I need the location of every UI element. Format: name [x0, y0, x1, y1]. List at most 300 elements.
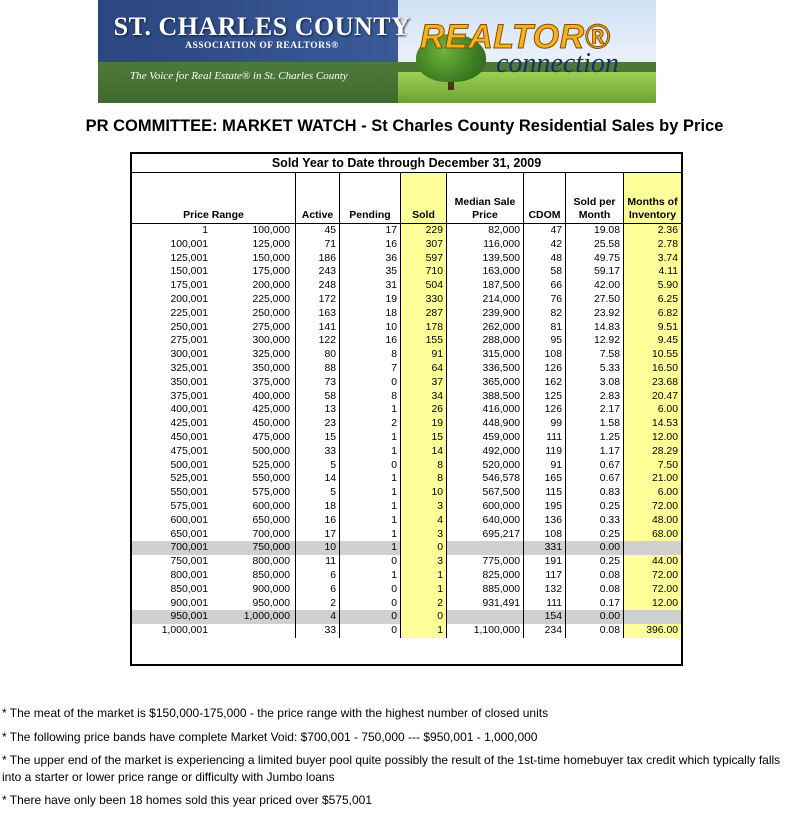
moi-cell: 68.00	[623, 528, 681, 542]
price-range-cell	[132, 583, 295, 597]
sold-cell: 8	[400, 459, 446, 473]
moi-cell: 396.00	[623, 624, 681, 638]
header-months-inventory: Months of Inventory	[623, 173, 681, 223]
median-cell: 1,100,000	[446, 624, 523, 638]
price-range-cell	[132, 459, 295, 473]
spm-cell: 0.83	[565, 486, 623, 500]
cdom-cell: 66	[523, 279, 565, 293]
moi-cell: 6.00	[623, 486, 681, 500]
price-range-cell	[132, 431, 295, 445]
cdom-cell: 47	[523, 224, 565, 238]
note-item: * The upper end of the market is experiencing a limited buyer pool quite possibly the result of the 1st-time homebuyer tax credit which typically falls into a starter or lower price range or difficulty with Jumbo loans	[2, 753, 781, 784]
price-low: 400,001	[170, 404, 208, 416]
table-row	[132, 431, 681, 445]
sold-cell: 14	[400, 445, 446, 459]
active-cell: 15	[295, 431, 339, 445]
price-range-cell	[132, 486, 295, 500]
price-high: 950,000	[252, 597, 290, 609]
median-cell: 388,500	[446, 390, 523, 404]
price-range-cell	[132, 348, 295, 362]
price-range-cell	[132, 265, 295, 279]
price-low: 850,001	[170, 583, 208, 595]
median-cell: 775,000	[446, 555, 523, 569]
pending-cell: 19	[339, 293, 400, 307]
moi-cell: 4.11	[623, 265, 681, 279]
table-row	[132, 528, 681, 542]
price-high: 225,000	[252, 293, 290, 305]
sold-cell: 1	[400, 569, 446, 583]
price-range-cell	[132, 500, 295, 514]
sold-cell: 0	[400, 610, 446, 624]
median-cell: 139,500	[446, 252, 523, 266]
sold-cell: 8	[400, 472, 446, 486]
price-range-cell	[132, 376, 295, 390]
price-range-cell	[132, 238, 295, 252]
table-row	[132, 514, 681, 528]
price-high: 250,000	[252, 307, 290, 319]
cdom-cell: 95	[523, 334, 565, 348]
spm-cell: 0.08	[565, 624, 623, 638]
price-low: 900,001	[170, 597, 208, 609]
spm-cell: 1.25	[565, 431, 623, 445]
price-high: 425,000	[252, 404, 290, 416]
price-low: 125,001	[170, 252, 208, 264]
table-row	[132, 541, 681, 555]
moi-cell: 9.45	[623, 334, 681, 348]
price-range-cell	[132, 224, 295, 238]
price-low: 750,001	[170, 556, 208, 568]
spm-cell: 0.25	[565, 500, 623, 514]
median-cell: 885,000	[446, 583, 523, 597]
banner-tagline: The Voice for Real Estate® in St. Charles County	[130, 70, 348, 82]
spm-cell: 42.00	[565, 279, 623, 293]
sold-cell: 287	[400, 307, 446, 321]
header-median-price: Median Sale Price	[446, 173, 523, 223]
pending-cell: 8	[339, 348, 400, 362]
moi-cell: 6.00	[623, 403, 681, 417]
moi-cell: 16.50	[623, 362, 681, 376]
median-cell: 492,000	[446, 445, 523, 459]
sold-cell: 710	[400, 265, 446, 279]
cdom-cell: 125	[523, 390, 565, 404]
active-cell: 13	[295, 403, 339, 417]
median-cell: 600,000	[446, 500, 523, 514]
median-cell: 931,491	[446, 597, 523, 611]
cdom-cell: 42	[523, 238, 565, 252]
sold-cell: 178	[400, 321, 446, 335]
note-item: * The following price bands have complete Market Void: $700,001 - 750,000 --- $950,001 - 1,000,000	[2, 729, 538, 744]
table-row	[132, 307, 681, 321]
pending-cell: 7	[339, 362, 400, 376]
median-cell: 239,900	[446, 307, 523, 321]
spm-cell: 27.50	[565, 293, 623, 307]
price-range-cell	[132, 624, 295, 638]
active-cell: 45	[295, 224, 339, 238]
sold-cell: 15	[400, 431, 446, 445]
pending-cell: 35	[339, 265, 400, 279]
note-item: * The meat of the market is $150,000-175,000 - the price range with the highest number of closed units	[2, 706, 549, 720]
spm-cell: 19.08	[565, 224, 623, 238]
active-cell: 163	[295, 307, 339, 321]
active-cell: 23	[295, 417, 339, 431]
cdom-cell: 82	[523, 307, 565, 321]
table-row	[132, 417, 681, 431]
cdom-cell: 117	[523, 569, 565, 583]
cdom-cell: 48	[523, 252, 565, 266]
moi-cell: 20.47	[623, 390, 681, 404]
active-cell: 186	[295, 252, 339, 266]
spm-cell: 2.17	[565, 403, 623, 417]
pending-cell: 1	[339, 500, 400, 514]
price-high: 525,000	[252, 459, 290, 471]
spm-cell: 3.08	[565, 376, 623, 390]
cdom-cell: 91	[523, 459, 565, 473]
price-range-cell	[132, 362, 295, 376]
pending-cell: 1	[339, 403, 400, 417]
spm-cell: 14.83	[565, 321, 623, 335]
median-cell: 82,000	[446, 224, 523, 238]
active-cell: 16	[295, 514, 339, 528]
price-low: 200,001	[170, 293, 208, 305]
notes-section	[2, 705, 802, 816]
pending-cell: 17	[339, 224, 400, 238]
median-cell: 288,000	[446, 334, 523, 348]
median-cell: 262,000	[446, 321, 523, 335]
moi-cell: 72.00	[623, 569, 681, 583]
table-row	[132, 224, 681, 238]
pending-cell: 0	[339, 583, 400, 597]
median-cell	[446, 610, 523, 624]
price-low: 450,001	[170, 431, 208, 443]
price-low: 275,001	[170, 335, 208, 347]
price-high: 750,000	[252, 542, 290, 554]
price-high: 275,000	[252, 321, 290, 333]
moi-cell: 12.00	[623, 431, 681, 445]
moi-cell: 21.00	[623, 472, 681, 486]
association-name: ASSOCIATION OF REALTORS®	[185, 41, 339, 51]
active-cell: 71	[295, 238, 339, 252]
spm-cell: 0.00	[565, 541, 623, 555]
price-low: 325,001	[170, 362, 208, 374]
moi-cell: 72.00	[623, 583, 681, 597]
price-range-cell	[132, 279, 295, 293]
pending-cell: 0	[339, 624, 400, 638]
active-cell: 5	[295, 459, 339, 473]
median-cell: 567,500	[446, 486, 523, 500]
price-high: 650,000	[252, 514, 290, 526]
active-cell: 73	[295, 376, 339, 390]
active-cell: 141	[295, 321, 339, 335]
price-range-cell	[132, 541, 295, 555]
table-row	[132, 265, 681, 279]
median-cell: 459,000	[446, 431, 523, 445]
price-range-cell	[132, 321, 295, 335]
price-range-cell	[132, 528, 295, 542]
sold-cell: 64	[400, 362, 446, 376]
cdom-cell: 115	[523, 486, 565, 500]
price-low: 800,001	[170, 569, 208, 581]
pending-cell: 1	[339, 514, 400, 528]
price-range-cell	[132, 252, 295, 266]
price-range-cell	[132, 293, 295, 307]
header-cdom: CDOM	[523, 173, 565, 223]
median-cell: 214,000	[446, 293, 523, 307]
sold-cell: 91	[400, 348, 446, 362]
price-high: 575,000	[252, 487, 290, 499]
pending-cell: 1	[339, 445, 400, 459]
price-low: 100,001	[170, 238, 208, 250]
table-row	[132, 403, 681, 417]
active-cell: 172	[295, 293, 339, 307]
moi-cell	[623, 541, 681, 555]
price-range-cell	[132, 403, 295, 417]
sold-cell: 4	[400, 514, 446, 528]
price-high: 400,000	[252, 390, 290, 402]
sold-cell: 504	[400, 279, 446, 293]
active-cell: 2	[295, 597, 339, 611]
active-cell: 80	[295, 348, 339, 362]
price-high: 850,000	[252, 569, 290, 581]
pending-cell: 1	[339, 431, 400, 445]
sold-cell: 1	[400, 583, 446, 597]
active-cell: 6	[295, 583, 339, 597]
price-high: 375,000	[252, 376, 290, 388]
spm-cell: 23.92	[565, 307, 623, 321]
spm-cell: 0.08	[565, 569, 623, 583]
cdom-cell: 111	[523, 597, 565, 611]
spm-cell: 12.92	[565, 334, 623, 348]
pending-cell: 2	[339, 417, 400, 431]
active-cell: 11	[295, 555, 339, 569]
price-high: 900,000	[252, 583, 290, 595]
table-row	[132, 238, 681, 252]
spm-cell: 0.33	[565, 514, 623, 528]
price-low: 250,001	[170, 321, 208, 333]
cdom-cell: 76	[523, 293, 565, 307]
spm-cell: 1.17	[565, 445, 623, 459]
pending-cell: 0	[339, 459, 400, 473]
table-row	[132, 597, 681, 611]
table-row	[132, 472, 681, 486]
cdom-cell: 195	[523, 500, 565, 514]
sold-cell: 10	[400, 486, 446, 500]
spm-cell: 0.25	[565, 555, 623, 569]
table-row	[132, 610, 681, 624]
median-cell: 416,000	[446, 403, 523, 417]
median-cell: 448,900	[446, 417, 523, 431]
page-title: PR COMMITTEE: MARKET WATCH - St Charles County Residential Sales by Price	[85, 117, 724, 135]
table-row	[132, 500, 681, 514]
table-row	[132, 348, 681, 362]
price-low: 950,001	[170, 611, 208, 623]
price-range-cell	[132, 334, 295, 348]
header-sold-per-month: Sold per Month	[565, 173, 623, 223]
price-high: 500,000	[252, 445, 290, 457]
table-row	[132, 555, 681, 569]
cdom-cell: 99	[523, 417, 565, 431]
price-low: 175,001	[170, 280, 208, 292]
pending-cell: 0	[339, 555, 400, 569]
median-cell: 315,000	[446, 348, 523, 362]
table-header-row	[132, 173, 681, 224]
active-cell: 5	[295, 486, 339, 500]
median-cell: 640,000	[446, 514, 523, 528]
price-high: 125,000	[252, 238, 290, 250]
median-cell: 336,500	[446, 362, 523, 376]
header-banner	[98, 0, 656, 103]
price-low: 525,001	[170, 473, 208, 485]
moi-cell: 2.78	[623, 238, 681, 252]
price-low: 425,001	[170, 418, 208, 430]
cdom-cell: 331	[523, 541, 565, 555]
table-row	[132, 293, 681, 307]
price-high: 200,000	[252, 280, 290, 292]
sold-cell: 37	[400, 376, 446, 390]
cdom-cell: 191	[523, 555, 565, 569]
active-cell: 6	[295, 569, 339, 583]
price-low: 225,001	[170, 307, 208, 319]
org-name: ST. CHARLES COUNTY	[113, 12, 411, 41]
spm-cell: 59.17	[565, 265, 623, 279]
active-cell: 17	[295, 528, 339, 542]
moi-cell: 28.29	[623, 445, 681, 459]
active-cell: 248	[295, 279, 339, 293]
table-caption: Sold Year to Date through December 31, 2009	[132, 154, 681, 173]
sold-cell: 229	[400, 224, 446, 238]
price-high: 150,000	[252, 252, 290, 264]
price-low: 350,001	[170, 376, 208, 388]
pending-cell: 1	[339, 528, 400, 542]
table-row	[132, 390, 681, 404]
moi-cell: 12.00	[623, 597, 681, 611]
table-row	[132, 334, 681, 348]
sold-cell: 3	[400, 500, 446, 514]
table-row	[132, 569, 681, 583]
median-cell: 695,217	[446, 528, 523, 542]
spm-cell: 0.00	[565, 610, 623, 624]
price-range-cell	[132, 569, 295, 583]
median-cell: 546,578	[446, 472, 523, 486]
sold-cell: 0	[400, 541, 446, 555]
median-cell: 520,000	[446, 459, 523, 473]
price-range-cell	[132, 610, 295, 624]
table-row	[132, 624, 681, 638]
spm-cell: 2.83	[565, 390, 623, 404]
price-low: 550,001	[170, 487, 208, 499]
moi-cell: 6.82	[623, 307, 681, 321]
price-high: 175,000	[252, 266, 290, 278]
pending-cell: 10	[339, 321, 400, 335]
moi-cell: 7.50	[623, 459, 681, 473]
price-low: 650,001	[170, 528, 208, 540]
median-cell: 163,000	[446, 265, 523, 279]
spm-cell: 5.33	[565, 362, 623, 376]
spm-cell: 1.58	[565, 417, 623, 431]
table-row	[132, 252, 681, 266]
header-sold: Sold	[400, 173, 446, 223]
pending-cell: 1	[339, 486, 400, 500]
active-cell: 58	[295, 390, 339, 404]
median-cell: 825,000	[446, 569, 523, 583]
price-high: 300,000	[252, 335, 290, 347]
sold-cell: 3	[400, 555, 446, 569]
moi-cell: 48.00	[623, 514, 681, 528]
moi-cell: 3.74	[623, 252, 681, 266]
moi-cell: 10.55	[623, 348, 681, 362]
realtor-logo-text: REALTOR®	[420, 18, 611, 56]
pending-cell: 16	[339, 334, 400, 348]
pending-cell: 18	[339, 307, 400, 321]
sold-cell: 307	[400, 238, 446, 252]
active-cell: 33	[295, 445, 339, 459]
spm-cell: 25.58	[565, 238, 623, 252]
price-high: 600,000	[252, 500, 290, 512]
cdom-cell: 119	[523, 445, 565, 459]
price-range-cell	[132, 445, 295, 459]
moi-cell: 23.68	[623, 376, 681, 390]
active-cell: 122	[295, 334, 339, 348]
spm-cell: 49.75	[565, 252, 623, 266]
pending-cell: 1	[339, 472, 400, 486]
price-high: 1,000,000	[243, 611, 290, 623]
price-range-cell	[132, 472, 295, 486]
price-high: 800,000	[252, 556, 290, 568]
price-low: 700,001	[170, 542, 208, 554]
table-row	[132, 362, 681, 376]
spm-cell: 0.17	[565, 597, 623, 611]
header-pending: Pending	[339, 173, 400, 223]
price-range-cell	[132, 307, 295, 321]
moi-cell: 9.51	[623, 321, 681, 335]
active-cell: 14	[295, 472, 339, 486]
cdom-cell: 234	[523, 624, 565, 638]
pending-cell: 0	[339, 376, 400, 390]
price-low: 150,001	[170, 266, 208, 278]
price-low: 600,001	[170, 514, 208, 526]
cdom-cell: 165	[523, 472, 565, 486]
moi-cell: 14.53	[623, 417, 681, 431]
moi-cell	[623, 610, 681, 624]
price-range-cell	[132, 555, 295, 569]
price-range-cell	[132, 417, 295, 431]
price-range-cell	[132, 597, 295, 611]
active-cell: 88	[295, 362, 339, 376]
pending-cell: 1	[339, 541, 400, 555]
cdom-cell: 58	[523, 265, 565, 279]
sold-cell: 26	[400, 403, 446, 417]
sold-cell: 330	[400, 293, 446, 307]
cdom-cell: 126	[523, 362, 565, 376]
spm-cell: 0.08	[565, 583, 623, 597]
connection-logo-text: connection	[496, 48, 619, 79]
price-low: 300,001	[170, 349, 208, 361]
header-price-range: Price Range	[183, 209, 244, 221]
table-row	[132, 583, 681, 597]
cdom-cell: 108	[523, 528, 565, 542]
cdom-cell: 132	[523, 583, 565, 597]
header-active: Active	[295, 173, 339, 223]
table-row	[132, 459, 681, 473]
price-high: 325,000	[252, 349, 290, 361]
price-low: 375,001	[170, 390, 208, 402]
price-range-cell	[132, 514, 295, 528]
sold-cell: 2	[400, 597, 446, 611]
price-high: 100,000	[252, 225, 290, 236]
median-cell: 365,000	[446, 376, 523, 390]
price-range-cell	[132, 390, 295, 404]
sold-cell: 1	[400, 624, 446, 638]
sold-cell: 34	[400, 390, 446, 404]
